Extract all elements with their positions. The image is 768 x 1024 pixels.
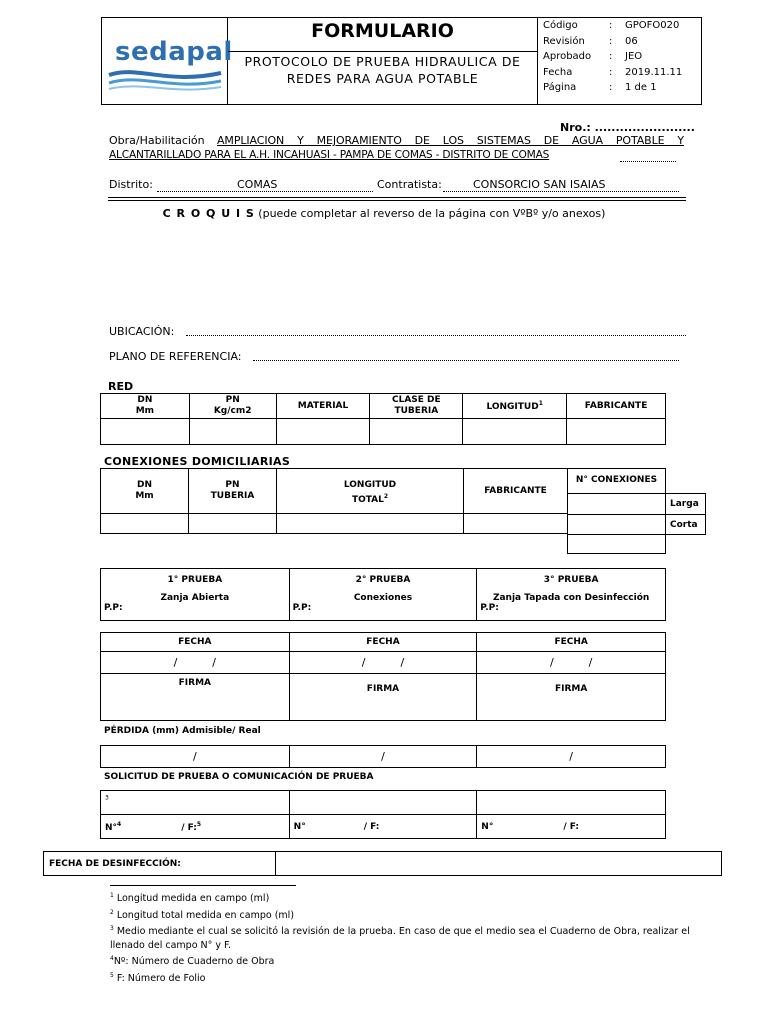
header-longitud: LONGITUD$^1$ [463, 394, 567, 419]
solicitud-row [101, 791, 666, 815]
meta-label: Código [543, 20, 578, 31]
prueba-cell [477, 569, 666, 621]
solicitud-label: SOLICITUD DE PRUEBA O COMUNICACIÓN DE PRUEBA [104, 772, 374, 782]
meta-value: 06 [625, 35, 638, 47]
cell-input[interactable] [463, 513, 568, 534]
prueba-cell [101, 569, 290, 621]
header-dn: DN Mm [100, 468, 189, 514]
meta-list [543, 18, 682, 96]
meta-label: Revisión [543, 35, 585, 47]
distrito-dots [157, 191, 373, 192]
obra-dots [620, 161, 676, 162]
conexiones-title: CONEXIONES DOMICILIARIAS [104, 455, 291, 468]
conexiones-table [100, 468, 706, 554]
meta-row: Código : GPOFO020 [543, 18, 682, 34]
meta-row: Revisión : 06 [543, 34, 682, 50]
solicitud-input[interactable] [477, 791, 666, 815]
meta-row: Página : 1 de 1 [543, 80, 682, 96]
fecha-label: FECHA [289, 633, 477, 652]
cell-input[interactable] [276, 419, 370, 445]
firma-field[interactable]: FIRMA [289, 674, 477, 721]
footnote: $^5$ F: Número de Folio [110, 972, 206, 985]
meta-value: GPOFO020 [625, 20, 680, 31]
footnote: $^4$Nº: Número de Cuaderno de Obra [110, 955, 275, 968]
footnote: $^3$ Medio mediante el cual se solicitó la revisión de la prueba. En caso de que el medio sea el Cuaderno de Obra, realizar el llenado del campo N° y F. [110, 925, 690, 951]
obra-label: Obra/Habilitación [109, 134, 205, 147]
meta-row: Fecha : 2019.11.11 [543, 65, 682, 81]
header-fabricante: FABRICANTE [567, 394, 666, 419]
fecha-input[interactable]: / / [289, 652, 477, 674]
solicitud-input[interactable] [289, 791, 477, 815]
meta-value: JEO [625, 51, 643, 62]
fecha-input[interactable]: / / [477, 652, 666, 674]
cell-input[interactable] [101, 419, 190, 445]
label-corta: Corta [665, 514, 706, 535]
fecha-firma-table [100, 632, 666, 721]
header-pn: PN Kg/cm2 [189, 394, 276, 419]
meta-row: Aprobado : JEO [543, 49, 682, 65]
cell-input[interactable] [189, 419, 276, 445]
desinfeccion-input[interactable] [275, 852, 721, 876]
meta-label: Aprobado [543, 51, 592, 62]
cell-input[interactable] [463, 419, 567, 445]
label-larga: Larga [665, 493, 706, 515]
prueba-title: 2° PRUEBA [355, 575, 411, 585]
prueba-pp[interactable]: P.P: [292, 603, 312, 613]
header-dn: DN Mm [101, 394, 190, 419]
croquis-area[interactable] [108, 225, 686, 320]
logo-cell [101, 17, 233, 105]
cell-input[interactable] [370, 419, 463, 445]
table-row [101, 419, 666, 445]
red-title: RED [108, 380, 134, 393]
cell-input[interactable] [567, 514, 666, 535]
plano-label: PLANO DE REFERENCIA: [109, 350, 242, 363]
perdida-label: PÉRDIDA (mm) Admisible/ Real [104, 726, 261, 736]
perdida-input[interactable]: / [101, 746, 290, 768]
ubicacion-field[interactable] [186, 335, 686, 336]
desinfeccion-table [43, 851, 722, 876]
wave-icon [107, 67, 223, 93]
fecha-header-row [101, 633, 666, 652]
distrito-value[interactable]: COMAS [237, 178, 278, 191]
croquis-heading [0, 207, 768, 220]
header-pn-tuberia: PN TUBERIA [188, 468, 277, 514]
meta-label: Fecha [543, 66, 573, 78]
header-fabricante: FABRICANTE [463, 468, 568, 514]
fecha-input[interactable]: / / [101, 652, 290, 674]
perdida-input[interactable]: / [477, 746, 666, 768]
contratista-value[interactable]: CONSORCIO SAN ISAIAS [473, 178, 606, 191]
cell-input[interactable] [567, 534, 666, 554]
contratista-dots [443, 191, 679, 192]
section-divider [108, 197, 686, 198]
perdida-row [101, 746, 666, 768]
numero-cell[interactable]: N° / F: [477, 815, 666, 839]
plano-field[interactable] [253, 360, 679, 361]
header-n-conexiones: N° CONEXIONES [567, 468, 666, 494]
perdida-table [100, 745, 666, 768]
sedapal-logo: sedapal [115, 37, 233, 67]
meta-value: 1 de 1 [625, 82, 657, 93]
red-table [100, 393, 666, 445]
pruebas-table [100, 568, 666, 621]
footnote: $^2$ Longitud total medida en campo (ml) [110, 908, 295, 921]
firma-field[interactable]: FIRMA [477, 674, 666, 721]
prueba-subtitle: Zanja Abierta [160, 593, 230, 603]
fecha-label: FECHA [101, 633, 290, 652]
pruebas-row [101, 569, 666, 621]
meta-label: Página [543, 82, 577, 93]
perdida-input[interactable]: / [289, 746, 477, 768]
contratista-label: Contratista: [377, 178, 442, 191]
prueba-subtitle: Conexiones [353, 593, 413, 603]
desinfeccion-label: FECHA DE DESINFECCIÓN: [44, 852, 276, 876]
obra-value-line2[interactable]: ALCANTARILLADO PARA EL A.H. INCAHUASI - PAMPA DE COMAS - DISTRITO DE COMAS [109, 149, 550, 161]
numero-row [101, 815, 666, 839]
prueba-title: 3° PRUEBA [543, 575, 599, 585]
solicitud-input[interactable]: 3 [101, 791, 290, 815]
nro-field[interactable]: Nro.: ........................ [560, 121, 695, 134]
prueba-subtitle: Zanja Tapada con Desinfección [492, 593, 650, 603]
meta-value: 2019.11.11 [625, 66, 683, 78]
cell-input[interactable] [567, 419, 666, 445]
footnote: $^1$ Longitud medida en campo (ml) [110, 892, 270, 905]
footnote-rule [110, 885, 296, 886]
header-material: MATERIAL [276, 394, 370, 419]
obra-value-line1[interactable]: AMPLIACION Y MEJORAMIENTO DE LOS SISTEMAS DE AGUA POTABLE Y [217, 134, 684, 147]
solicitud-table [100, 790, 666, 839]
prueba-cell [289, 569, 477, 621]
desinfeccion-row [44, 852, 722, 876]
header-longitud-total: LONGITUD TOTAL$^2$ [276, 468, 464, 514]
prueba-pp[interactable]: P.P: [104, 603, 123, 613]
numero-cell[interactable]: N° / F: [289, 815, 477, 839]
ubicacion-label: UBICACIÓN: [109, 325, 175, 338]
title-divider [228, 51, 537, 52]
firma-row [101, 674, 666, 721]
header-clase: CLASE DE TUBERIA [370, 394, 463, 419]
fecha-value-row [101, 652, 666, 674]
distrito-label: Distrito: [109, 178, 153, 191]
protocol-title: PROTOCOLO DE PRUEBA HIDRAULICA DE REDES PARA AGUA POTABLE [244, 54, 521, 86]
fecha-label: FECHA [477, 633, 666, 652]
section-divider [108, 200, 686, 201]
cell-input[interactable] [567, 493, 666, 515]
numero-cell[interactable]: N°$^4$ / F:$^5$ [101, 815, 290, 839]
croquis-title: C R O Q U I S [162, 207, 255, 220]
prueba-pp[interactable]: P.P: [480, 603, 499, 613]
form-title: FORMULARIO [311, 20, 454, 42]
table-header-row [101, 394, 666, 419]
cell-input[interactable] [100, 513, 189, 534]
footnotes [110, 889, 695, 986]
firma-field[interactable]: FIRMA [101, 674, 290, 721]
prueba-title: 1° PRUEBA [167, 575, 223, 585]
cell-input[interactable] [188, 513, 277, 534]
croquis-note: (puede completar al reverso de la página con VºBº y/o anexos) [258, 207, 606, 220]
cell-input[interactable] [276, 513, 464, 534]
